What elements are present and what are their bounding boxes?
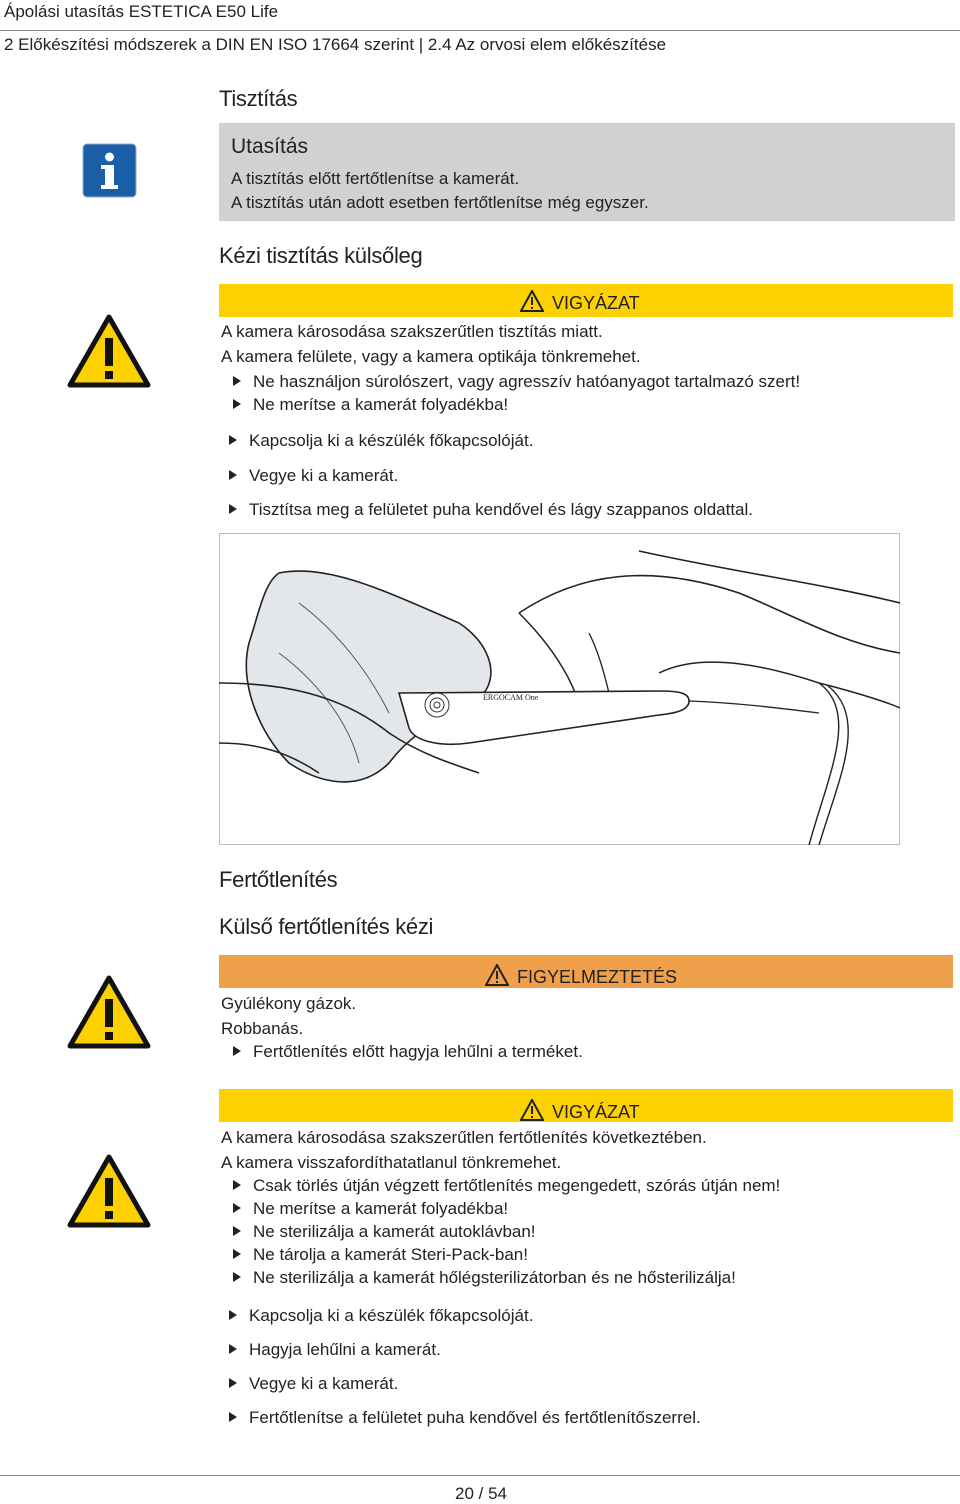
- warning-bullet: Fertőtlenítés előtt hagyja lehűlni a terméket.: [233, 1042, 583, 1062]
- step-item: Hagyja lehűlni a kamerát.: [229, 1340, 441, 1360]
- small-warning-icon: [485, 964, 509, 986]
- caution-bullet: Ne sterilizálja a kamerát hőlégsterilizátorban és ne hősterilizálja!: [233, 1268, 736, 1288]
- caution-bullet: Ne sterilizálja a kamerát autoklávban!: [233, 1222, 536, 1242]
- step-item: Fertőtlenítse a felületet puha kendővel és fertőtlenítőszerrel.: [229, 1408, 701, 1428]
- note-line: A tisztítás után adott esetben fertőtlenítse még egyszer.: [231, 193, 649, 212]
- info-icon: [82, 143, 137, 198]
- warning-triangle-icon: [67, 975, 151, 1049]
- page-number: 20 / 54: [455, 1484, 507, 1503]
- caution-bullet: Ne merítse a kamerát folyadékba!: [233, 395, 508, 415]
- small-warning-icon: [520, 1099, 544, 1121]
- caution-bullet: Csak törlés útján végzett fertőtlenítés megengedett, szórás útján nem!: [233, 1176, 780, 1196]
- document-title: Ápolási utasítás ESTETICA E50 Life: [4, 2, 279, 21]
- step-item: Vegye ki a kamerát.: [229, 1374, 398, 1394]
- caution-bar: [219, 1089, 953, 1122]
- caution-line: A kamera felülete, vagy a kamera optikája tönkremehet.: [221, 347, 641, 366]
- small-warning-icon: [520, 290, 544, 312]
- header-divider: [0, 30, 960, 31]
- caution-bullet: Ne tárolja a kamerát Steri-Pack-ban!: [233, 1245, 528, 1265]
- caution-title: A kamera károsodása szakszerűtlen fertőtlenítés következtében.: [221, 1128, 707, 1147]
- step-item: Vegye ki a kamerát.: [229, 466, 398, 486]
- note-line: A tisztítás előtt fertőtlenítse a kamerát.: [231, 169, 520, 188]
- warning-triangle-icon: [67, 314, 151, 388]
- footer-divider: [0, 1475, 960, 1476]
- cleaning-illustration: [219, 533, 900, 845]
- step-item: Kapcsolja ki a készülék főkapcsolóját.: [229, 1306, 533, 1326]
- step-item: Kapcsolja ki a készülék főkapcsolóját.: [229, 431, 533, 451]
- caution-bar: [219, 284, 953, 317]
- note-title: Utasítás: [231, 135, 309, 158]
- caution-label: VIGYÁZAT: [552, 1102, 640, 1122]
- warning-triangle-icon: [67, 1154, 151, 1228]
- section-heading-manual-cleaning: Kézi tisztítás külsőleg: [219, 243, 423, 268]
- warning-title: Gyúlékony gázok.: [221, 994, 357, 1013]
- warning-bar: [219, 955, 953, 988]
- camera-brand-label: ERGOCAM One: [483, 693, 539, 702]
- section-heading-disinfection: Fertőtlenítés: [219, 867, 338, 892]
- caution-bullet: Ne merítse a kamerát folyadékba!: [233, 1199, 508, 1219]
- section-heading-cleaning: Tisztítás: [219, 86, 298, 111]
- warning-label: FIGYELMEZTETÉS: [517, 967, 678, 987]
- caution-title: A kamera károsodása szakszerűtlen tisztítás miatt.: [221, 322, 603, 341]
- caution-label: VIGYÁZAT: [552, 293, 640, 313]
- caution-bullet: Ne használjon súrolószert, vagy agresszív hatóanyagot tartalmazó szert!: [233, 372, 800, 392]
- warning-line: Robbanás.: [221, 1019, 304, 1038]
- section-heading-external-disinfection: Külső fertőtlenítés kézi: [219, 914, 434, 939]
- step-item: Tisztítsa meg a felületet puha kendővel és lágy szappanos oldattal.: [229, 500, 753, 520]
- instruction-note: [219, 123, 955, 221]
- breadcrumb: 2 Előkészítési módszerek a DIN EN ISO 17664 szerint | 2.4 Az orvosi elem előkészítése: [4, 35, 667, 54]
- caution-line: A kamera visszafordíthatatlanul tönkremehet.: [221, 1153, 562, 1172]
